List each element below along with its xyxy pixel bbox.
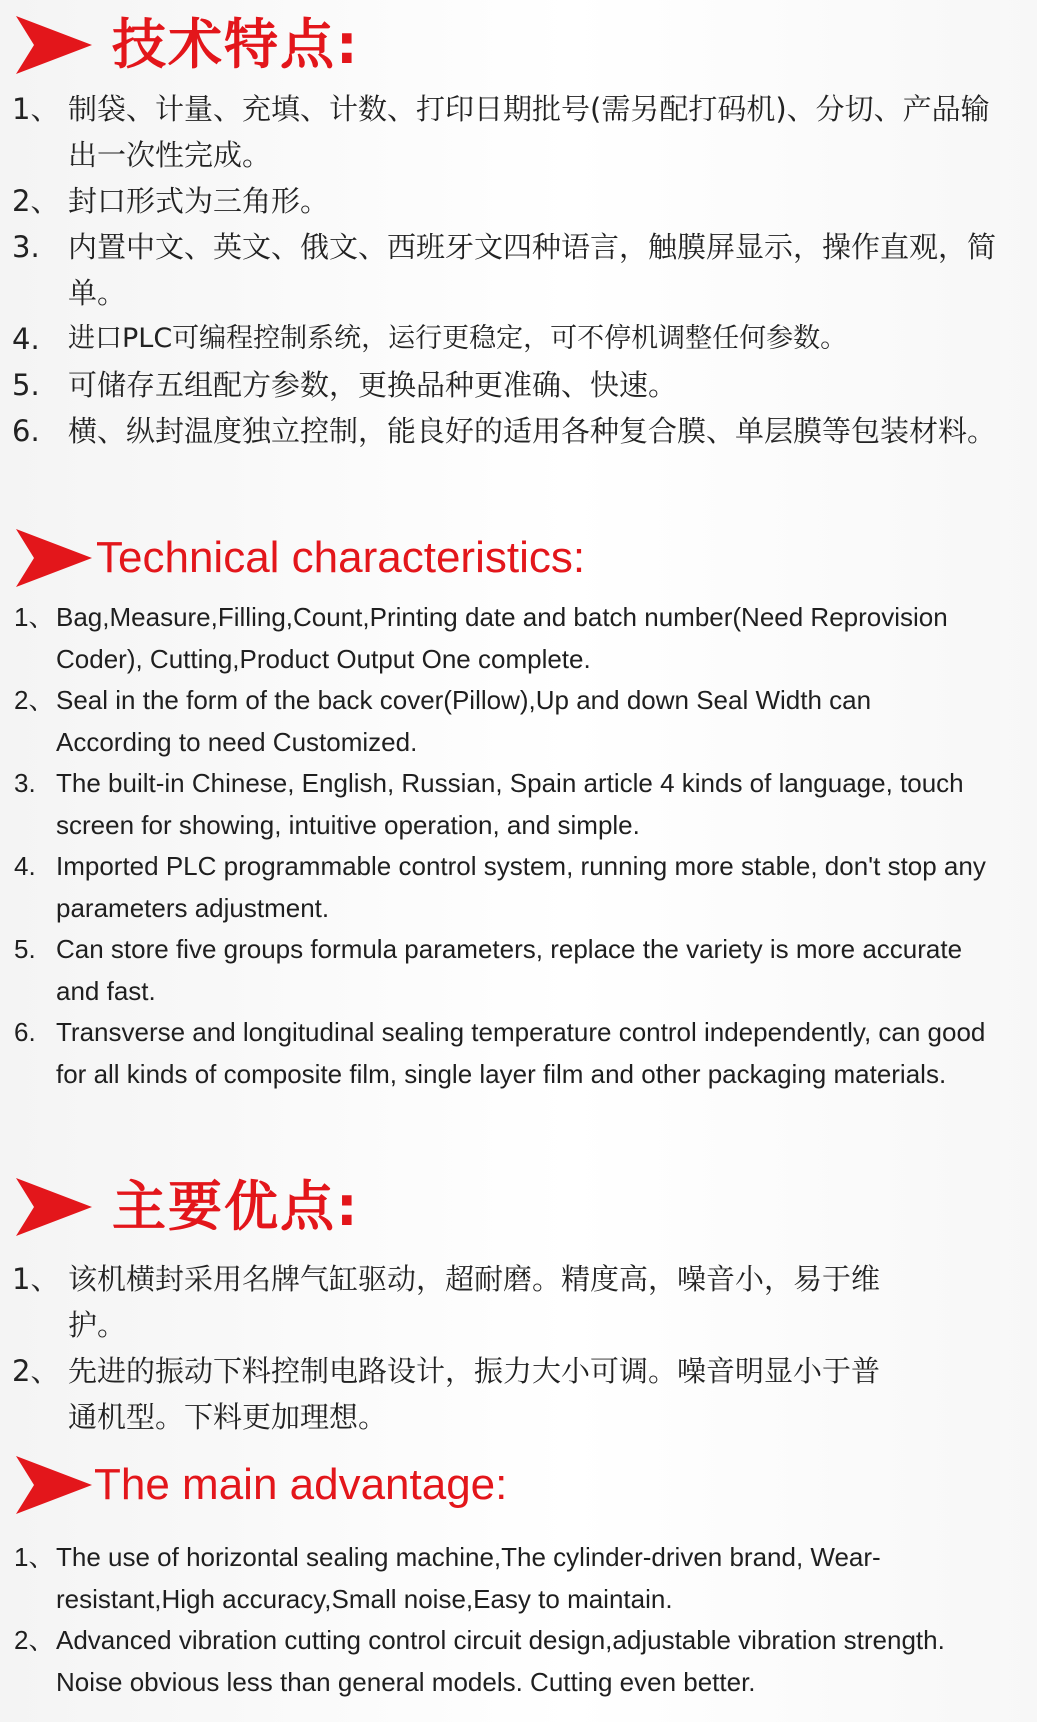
tech-features-en-list [0,597,990,1095]
heading-title: 主要优点: [112,1175,360,1238]
red-arrow-icon [14,527,94,589]
red-arrow-icon [14,14,94,76]
heading-title: 技术特点: [112,13,360,76]
item-text: 可储存五组配方参数，更换品种更准确、快速。 [68,368,678,402]
item-text: 该机横封采用名牌气缸驱动，超耐磨。精度高，噪音小，易于维护。 [68,1262,881,1342]
item-number: 1、 [12,1262,60,1296]
item-text: 横、纵封温度独立控制，能良好的适用各种复合膜、单层膜等包装材料。 [68,414,997,448]
item-text: Seal in the form of the back cover(Pillow),Up and down Seal Width can According to need Customized. [56,685,872,757]
item-number: 5. [12,368,40,402]
list-item [0,1348,900,1440]
list-item [0,1620,990,1703]
section-heading-tech-cn [0,14,360,76]
item-number: 5. [14,934,36,964]
list-item [0,763,990,846]
item-text: 制袋、计量、充填、计数、打印日期批号(需另配打码机)、分切、产品输出一次性完成。 [68,92,990,172]
item-number: 1、 [12,92,60,126]
item-number: 4. [12,322,40,356]
item-text: Imported PLC programmable control system, running more stable, don't stop any parameters adjustment. [56,851,986,923]
item-text: 内置中文、英文、俄文、西班牙文四种语言，触膜屏显示，操作直观，简单。 [68,230,997,310]
list-item [0,86,1010,178]
section-heading-advantage-cn [0,1176,360,1238]
section-heading-advantage-en [0,1454,507,1516]
item-text: 进口PLC可编程控制系统，运行更稳定，可不停机调整任何参数。 [68,323,848,354]
list-item [0,362,1010,408]
item-text: Transverse and longitudinal sealing temperature control independently, can good for all kinds of composite film, single layer film and other packaging materials. [56,1017,986,1089]
list-item [0,846,990,929]
item-text: 封口形式为三角形。 [68,184,330,218]
red-arrow-icon [14,1454,94,1516]
item-text: Can store five groups formula parameters, replace the variety is more accurate and fast. [56,934,963,1006]
list-item [0,1012,990,1095]
item-number: 2、 [14,1625,55,1655]
item-text: The built-in Chinese, English, Russian, Spain article 4 kinds of language, touch screen for showing, intuitive operation, and simple. [56,768,964,840]
item-number: 6. [12,414,40,448]
item-number: 3. [12,230,40,264]
section-heading-tech-en [0,527,585,589]
heading-title: Technical characteristics: [96,533,586,582]
list-item [0,929,990,1012]
tech-features-cn-list [0,86,1010,454]
list-item [0,680,990,763]
list-item [0,1537,990,1620]
list-item [0,316,1010,362]
list-item [0,224,1010,316]
item-number: 3. [14,768,36,798]
item-number: 2、 [12,1354,60,1388]
item-text: Bag,Measure,Filling,Count,Printing date and batch number(Need Reprovision Coder), Cutting,Product Output One complete. [56,602,948,674]
item-text: The use of horizontal sealing machine,The cylinder-driven brand, Wear-resistant,High accuracy,Small noise,Easy to maintain. [56,1542,881,1614]
list-item [0,1256,900,1348]
item-number: 1、 [14,602,55,632]
red-arrow-icon [14,1176,94,1238]
item-number: 4. [14,851,36,881]
list-item [0,597,990,680]
item-text: 先进的振动下料控制电路设计，振力大小可调。噪音明显小于普通机型。下料更加理想。 [68,1354,881,1434]
advantages-en-list [0,1537,990,1703]
item-number: 6. [14,1017,36,1047]
list-item [0,178,1010,224]
item-number: 2、 [14,685,55,715]
item-number: 2、 [12,184,60,218]
item-text: Advanced vibration cutting control circuit design,adjustable vibration strength. Noise obvious less than general models. Cutting even better. [56,1625,945,1697]
list-item [0,408,1010,454]
advantages-cn-list [0,1256,900,1440]
item-number: 1、 [14,1542,55,1572]
heading-title: The main advantage: [94,1460,508,1509]
